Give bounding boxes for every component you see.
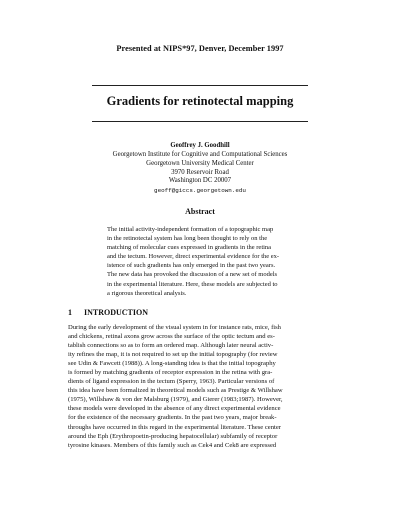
title-rule-top xyxy=(92,85,308,86)
body-line: this idea have been formalized in theoretical models such as Prestige & Willshaw xyxy=(68,387,283,395)
body-line: see Udin & Fawcett (1988)). A long-standing idea is that the initial topography xyxy=(68,360,276,368)
body-line: these models were developed in the absence of any direct experimental evidence xyxy=(68,405,281,413)
author-name: Geoffrey J. Goodhill xyxy=(170,142,230,149)
conference-note: Presented at NIPS*97, Denver, December 1997 xyxy=(116,44,284,53)
body-line: tablish connections so as to form an ordered map. Although later neural activ- xyxy=(68,342,274,350)
section-title: INTRODUCTION xyxy=(84,308,149,317)
body-line: dients of ligand expression in the tectum (Sperry, 1963). Particular versions of xyxy=(68,378,275,386)
body-line: for the existence of the necessary gradients. In the past two years, major break- xyxy=(68,414,277,422)
abstract-line: The initial activity-independent formation of a topographic map xyxy=(107,226,274,233)
author-block xyxy=(0,141,400,195)
paper-title: Gradients for retinotectal mapping xyxy=(106,94,294,108)
body-line: is formed by matching gradients of receptor expression in the retina with gra- xyxy=(68,369,273,377)
abstract-text xyxy=(107,225,293,298)
body-line: around the Eph (Erythropoetin-producing hepatocellular) subfamily of receptor xyxy=(68,432,278,440)
affiliation-line: Georgetown Institute for Cognitive and Computational Sciences xyxy=(112,151,288,158)
abstract-line: in the experimental literature. Here, these models are subjected to xyxy=(107,280,278,288)
section-heading xyxy=(68,308,148,317)
title-rule-bottom xyxy=(92,121,308,122)
body-line: ity refines the map, it is not required to set up the initial topography (for review xyxy=(68,351,278,359)
body-line: throughs have occurred in this regard in the experimental literature. These center xyxy=(68,423,281,431)
affiliation-line: Georgetown University Medical Center xyxy=(146,159,254,167)
section-number: 1 xyxy=(68,308,72,317)
abstract-line: matching of molecular cues expressed in gradients in the retina xyxy=(107,244,272,252)
author-email: geoff@giccs.georgetown.edu xyxy=(154,187,246,195)
abstract-line: in the retinotectal system has long been thought to rely on the xyxy=(107,235,268,243)
abstract-line: The new data has provoked the discussion of a new set of models xyxy=(107,271,278,279)
section-body xyxy=(68,323,334,450)
affiliation-line: Washington DC 20007 xyxy=(168,177,232,185)
abstract-line: istence of such gradients has only emerged in the past two years. xyxy=(107,262,276,270)
abstract-heading: Abstract xyxy=(185,207,215,216)
affiliation-line: 3970 Reservoir Road xyxy=(171,168,229,176)
body-line: tyrosine kinases. Members of this family such as Cek4 and Cek8 are expressed xyxy=(68,441,277,449)
abstract-line: and the tectum. However, direct experimental evidence for the ex- xyxy=(107,253,280,261)
body-line: (1975), Willshaw & von der Malsburg (1979), and Gierer (1983;1987). However, xyxy=(68,396,283,404)
abstract-line: a rigorous theoretical analysis. xyxy=(107,289,187,297)
body-line: During the early development of the visual system in for instance rats, mice, fish xyxy=(68,324,281,331)
body-line: and chickens, retinal axons grow across the surface of the optic tectum and es- xyxy=(68,333,275,341)
